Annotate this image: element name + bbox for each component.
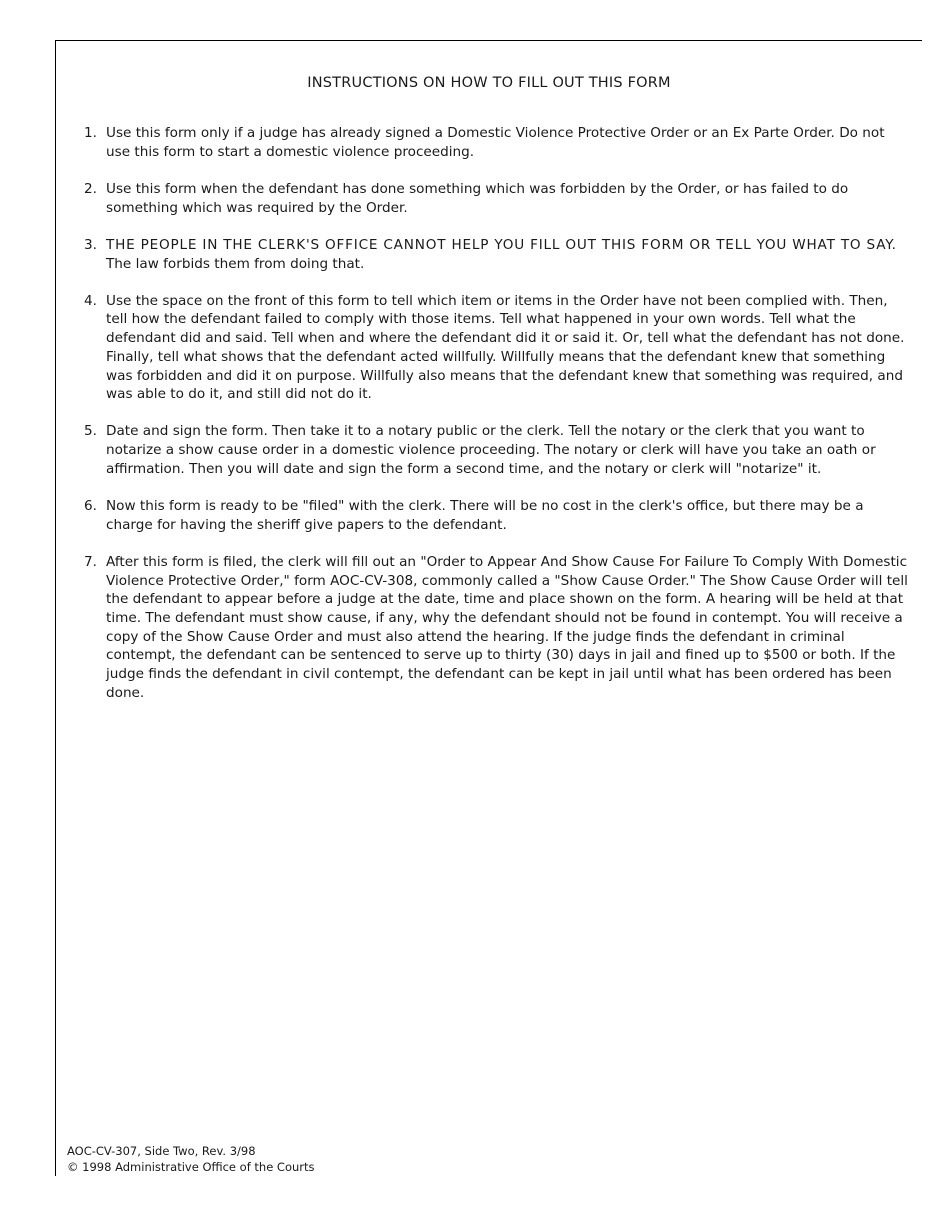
instruction-item-1 bbox=[80, 124, 910, 161]
item-number: 6. bbox=[84, 498, 97, 515]
instruction-item-4 bbox=[80, 292, 910, 404]
item-number: 4. bbox=[84, 292, 97, 309]
item-text: Date and sign the form. Then take it to a notary public or the clerk. Tell the notary or the clerk that you want to notarize a show cause order in a domestic violence proceeding. The notary or clerk will have you take an oath or affirmation. Then you will date and sign the form a second time, and the notary or clerk will "notarize" it. bbox=[106, 423, 876, 477]
instruction-item-7 bbox=[80, 553, 910, 703]
item-number: 3. bbox=[84, 236, 97, 253]
item-text: Now this form is ready to be "filed" with the clerk. There will be no cost in the clerk's office, but there may be a charge for having the sheriff give papers to the defendant. bbox=[106, 498, 864, 533]
copyright-text: © 1998 Administrative Office of the Courts bbox=[67, 1159, 315, 1174]
instruction-item-2 bbox=[80, 180, 910, 217]
form-id-text: AOC-CV-307, Side Two, Rev. 3/98 bbox=[67, 1144, 256, 1158]
footer bbox=[67, 1144, 315, 1175]
item-text: The law forbids them from doing that. bbox=[106, 255, 365, 272]
frame-left-border bbox=[55, 40, 56, 1176]
item-number: 5. bbox=[84, 423, 97, 440]
page-title: INSTRUCTIONS ON HOW TO FILL OUT THIS FORM bbox=[307, 75, 671, 91]
item-text: Use this form only if a judge has already signed a Domestic Violence Protective Order or an Ex Parte Order. Do not use this form to start a domestic violence proceeding. bbox=[106, 125, 885, 160]
item-number: 7. bbox=[84, 553, 97, 570]
item-number: 1. bbox=[84, 125, 97, 141]
instruction-item-3 bbox=[80, 236, 910, 273]
instruction-item-5 bbox=[80, 422, 910, 478]
item-text: Use the space on the front of this form to tell which item or items in the Order have not been complied with. Then, tell how the defendant failed to comply with those items. Tell what happened in your own words. Tell what the defendant did and said. Tell when and where the defendant did it or said it. Or, tell what the defendant has not done. Finally, tell what shows that the defendant acted willfully. Willfully means that the defendant knew that something was forbidden and did it on purpose. Willfully also means that the defendant knew that something was required, and was able to do it, and still did not do it. bbox=[106, 292, 905, 403]
instructions-list bbox=[80, 124, 910, 721]
instruction-item-6 bbox=[80, 497, 910, 534]
frame-top-border bbox=[55, 40, 922, 41]
item-text: After this form is filed, the clerk will fill out an "Order to Appear And Show Cause For Failure To Comply With Domestic Violence Protective Order," form AOC-CV-308, commonly called a "Show Cause Order." The Show Cause Order will tell the defendant to appear before a judge at the date, time and place shown on the form. A hearing will be held at that time. The defendant must show cause, if any, why the defendant should not be found in contempt. You will receive a copy of the Show Cause Order and must also attend the hearing. If the judge finds the defendant in criminal contempt, the defendant can be sentenced to serve up to thirty (30) days in jail and fined up to $500 or both. If the judge finds the defendant in civil contempt, the defendant can be kept in jail until what has been ordered has been done. bbox=[106, 553, 908, 701]
item-number: 2. bbox=[84, 180, 97, 197]
item-text: Use this form when the defendant has done something which was forbidden by the Order, or has failed to do something which was required by the Order. bbox=[106, 180, 849, 216]
item-emphasis-text: THE PEOPLE IN THE CLERK'S OFFICE CANNOT HELP YOU FILL OUT THIS FORM OR TELL YOU WHAT TO SAY. bbox=[106, 236, 897, 253]
